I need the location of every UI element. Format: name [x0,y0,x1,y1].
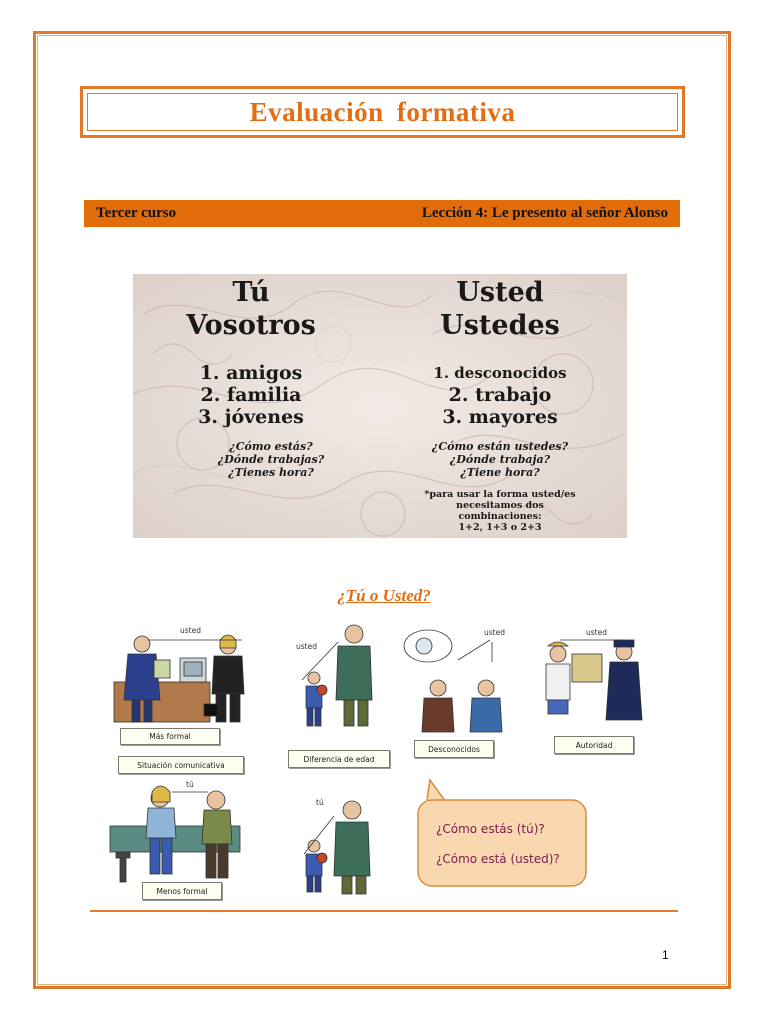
heading-usted: Usted [456,277,544,308]
bottom-rule [90,910,678,912]
right-question-1: ¿Cómo están ustedes? [431,440,569,453]
label-usted-office: usted [180,626,201,635]
heading-tu: Tú [232,277,270,308]
right-item-3: 3. mayores [442,406,558,428]
right-item-2: 2. trabajo [448,384,552,406]
right-item-1: 1. desconocidos [433,364,567,382]
title-box-inner [87,93,678,131]
poster-right-column [395,274,605,533]
left-item-3: 3. jóvenes [198,406,304,428]
bubble-line-usted: ¿Cómo está (usted)? [436,852,560,866]
label-usted-authority: usted [586,628,607,637]
page-title: Evaluación formativa [249,96,516,127]
label-mas-formal: Más formal [120,728,220,745]
tu-usted-illustration [108,620,670,908]
course-label: Tercer curso [96,205,177,221]
label-desconocidos: Desconocidos [414,740,494,758]
left-item-1: 1. amigos [199,362,303,384]
heading-vosotros: Vosotros [186,310,316,341]
bubble-line-tu: ¿Cómo estás (tú)? [436,822,545,836]
note-line-1: *para usar la forma usted/es [424,489,576,500]
title-box [80,86,685,138]
right-question-3: ¿Tiene hora? [460,466,540,479]
label-menos-formal: Menos formal [142,882,222,900]
page-number: 1 [662,948,669,962]
note-line-3: combinaciones: [458,511,542,522]
label-usted-age: usted [296,642,317,651]
lesson-label: Lección 4: Le presento al señor Alonso [421,205,668,221]
label-autoridad: Autoridad [554,736,634,754]
label-tu-bar: tú [186,780,194,789]
left-question-2: ¿Dónde trabajas? [217,453,325,466]
left-question-1: ¿Cómo estás? [229,440,313,453]
label-usted-strangers: usted [484,628,505,637]
course-band [84,200,680,227]
tu-usted-poster [133,274,627,538]
note-line-4: 1+2, 1+3 o 2+3 [458,522,542,533]
right-question-2: ¿Dónde trabaja? [449,453,551,466]
section-subtitle: ¿Tú o Usted? [337,586,431,605]
left-question-3: ¿Tienes hora? [228,466,314,479]
label-diferencia-edad: Diferencia de edad [288,750,390,768]
note-line-2: necesitamos dos [456,500,544,511]
poster-left-column [151,274,351,479]
heading-ustedes: Ustedes [440,310,560,341]
label-situacion-comunicativa: Situación comunicativa [118,756,244,774]
label-tu-age: tú [316,798,324,807]
left-item-2: 2. familia [200,384,302,406]
